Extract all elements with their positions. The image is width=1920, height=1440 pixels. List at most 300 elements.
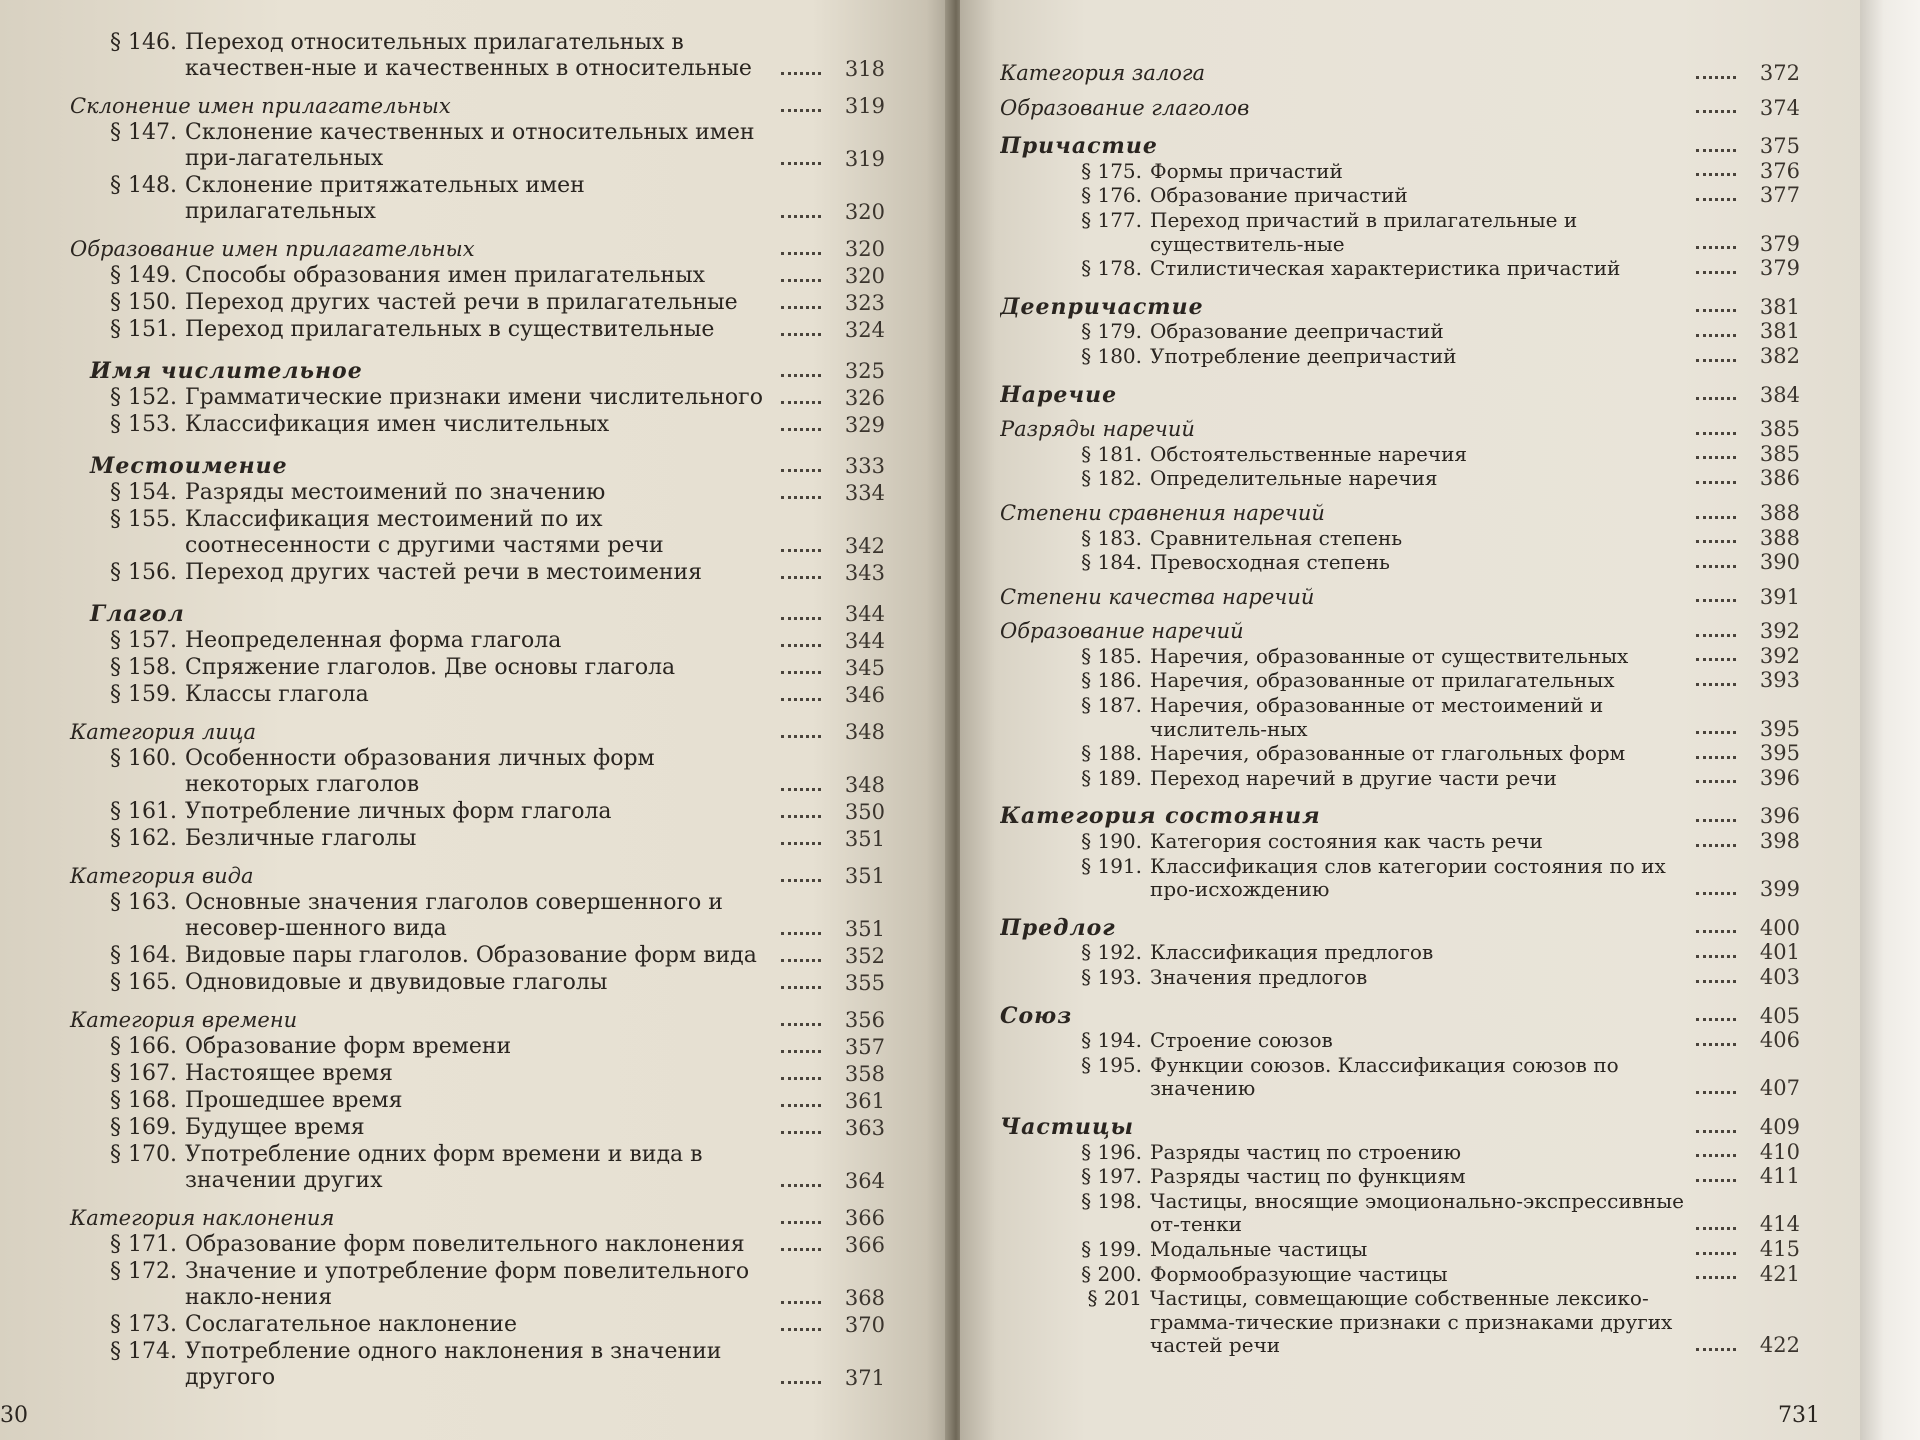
heading-text: Причастие <box>1000 135 1158 159</box>
leader-dots <box>1696 397 1736 400</box>
page-ref: 358 <box>844 1062 885 1086</box>
section-text: Категория состояния как часть речи <box>1150 830 1543 854</box>
page-ref: 350 <box>844 800 885 824</box>
section-text: Определительные наречия <box>1150 467 1438 491</box>
toc-entry <box>10 1034 885 1060</box>
section-number: § 188. <box>1081 742 1142 766</box>
toc-entry <box>10 799 885 825</box>
page-ref: 324 <box>844 318 885 342</box>
section-text: Сравнительная степень <box>1150 526 1403 550</box>
section-title <box>1000 1141 1688 1165</box>
section-number: § 193. <box>1081 966 1142 989</box>
leader-dots <box>781 109 821 112</box>
section-number: § 148. <box>110 173 177 198</box>
leader-dots <box>781 215 821 218</box>
page-ref: 323 <box>844 291 885 315</box>
heading-text: Категория залога <box>1000 62 1206 85</box>
page-ref: 401 <box>1759 940 1800 965</box>
page-ref: 376 <box>1759 158 1800 183</box>
heading-text: Деепричастие <box>1000 295 1204 320</box>
page-ref: 370 <box>844 1313 885 1337</box>
leader-dots <box>1696 1043 1736 1046</box>
section-text: Значение и употребление форм повелительного накло-нения <box>185 1259 750 1310</box>
section-title <box>10 173 773 225</box>
toc-entry <box>1000 645 1800 669</box>
section-text: Употребление одних форм времени и вида в значении других <box>185 1142 703 1193</box>
leader-dots <box>781 252 821 255</box>
toc-list-right <box>1000 52 1800 1358</box>
section-title <box>1000 527 1688 551</box>
leader-dots <box>1696 1276 1736 1279</box>
page-ref: 344 <box>844 629 885 653</box>
toc-entry <box>1000 941 1800 965</box>
section-number: § 173. <box>110 1312 177 1337</box>
page-ref: 395 <box>1759 741 1800 766</box>
section-text: Образование форм времени <box>185 1034 512 1059</box>
section-number: § 190. <box>1081 830 1142 854</box>
toc-entry <box>10 1061 885 1087</box>
section-title <box>1000 1263 1688 1287</box>
page-ref: 334 <box>844 481 885 505</box>
page-ref: 351 <box>844 917 885 941</box>
section-text: Употребление деепричастий <box>1150 344 1457 368</box>
section-number: § 185. <box>1081 644 1142 668</box>
section-text: Разряды частиц по строению <box>1150 1140 1462 1164</box>
section-title <box>10 682 773 708</box>
page-ref: 407 <box>1759 1076 1800 1101</box>
leader-dots <box>781 1077 821 1080</box>
toc-entry <box>1000 345 1800 369</box>
toc-entry <box>10 120 885 172</box>
section-number: § 162. <box>110 826 177 851</box>
section-number: § 179. <box>1081 320 1142 344</box>
section-title <box>10 385 773 411</box>
section-text: Особенности образования личных форм некоторых глаголов <box>185 746 655 797</box>
toc-entry <box>10 628 885 654</box>
leader-dots <box>781 1381 821 1384</box>
heading-text: Образование наречий <box>1000 620 1244 644</box>
leader-dots <box>781 1221 821 1224</box>
section-text: Наречия, образованные от местоимений и числитель-ных <box>1150 694 1604 741</box>
page-number-right: 731 <box>1778 1403 1820 1428</box>
leader-dots <box>781 333 821 336</box>
leader-dots <box>781 735 821 738</box>
page-ref: 385 <box>1759 417 1800 442</box>
section-title <box>1000 1029 1688 1053</box>
toc-entry <box>1000 903 1800 941</box>
heading-text: Склонение имен прилагательных <box>70 94 451 118</box>
page-ref: 411 <box>1759 1164 1800 1189</box>
page-ref: 368 <box>844 1286 885 1310</box>
category-heading <box>1000 418 1688 442</box>
toc-entry <box>10 655 885 681</box>
page-ref: 403 <box>1759 965 1800 989</box>
leader-dots <box>1696 780 1736 783</box>
section-text: Прошедшее время <box>185 1088 403 1113</box>
leader-dots <box>781 496 821 499</box>
toc-entry <box>1000 576 1800 610</box>
section-number: § 147. <box>110 120 177 145</box>
section-number: § 174. <box>110 1339 177 1364</box>
section-text: Переход относительных прилагательных в качествен-ные и качественных в относительные <box>185 30 752 81</box>
leader-dots <box>781 1301 821 1304</box>
section-text: Функции союзов. Классификация союзов по значению <box>1150 1053 1619 1101</box>
section-title <box>10 1259 773 1311</box>
toc-entry <box>1000 991 1800 1029</box>
toc-entry <box>1000 1141 1800 1165</box>
toc-entry <box>1000 467 1800 491</box>
leader-dots <box>781 549 821 552</box>
section-number: § 156. <box>110 560 177 585</box>
leader-dots <box>781 815 821 818</box>
section-number: § 182. <box>1081 467 1142 491</box>
leader-dots <box>1696 334 1736 337</box>
section-number: § 178. <box>1081 257 1142 281</box>
section-title <box>10 317 773 343</box>
page-ref: 325 <box>844 359 885 383</box>
section-title <box>10 890 773 942</box>
section-text: Безличные глаголы <box>185 826 417 851</box>
section-number: § 149. <box>110 263 177 288</box>
section-number: § 163. <box>110 890 177 915</box>
leader-dots <box>1696 1179 1736 1182</box>
leader-dots <box>781 842 821 845</box>
toc-entry <box>1000 669 1800 693</box>
toc-entry <box>1000 1238 1800 1262</box>
toc-entry <box>10 1339 885 1391</box>
toc-entry <box>1000 408 1800 442</box>
page-ref: 326 <box>844 386 885 410</box>
category-heading <box>10 863 773 889</box>
section-number: § 171. <box>110 1232 177 1257</box>
section-title <box>10 1061 773 1087</box>
page-ref: 385 <box>1759 441 1800 466</box>
toc-entry <box>10 746 885 798</box>
section-text: Строение союзов <box>1150 1029 1333 1053</box>
toc-entry <box>10 290 885 316</box>
toc-entry <box>10 480 885 506</box>
leader-dots <box>781 428 821 431</box>
toc-entry <box>10 317 885 343</box>
leader-dots <box>781 879 821 882</box>
section-text: Модальные частицы <box>1150 1237 1368 1261</box>
page-ref: 421 <box>1759 1261 1800 1286</box>
page-ref: 391 <box>1759 584 1800 609</box>
page-ref: 355 <box>844 971 885 995</box>
toc-entry <box>1000 1102 1800 1140</box>
toc-entry <box>10 439 885 479</box>
section-title <box>1000 1165 1688 1189</box>
toc-entry <box>1000 1054 1800 1101</box>
section-text: Разряды местоимений по значению <box>185 480 606 505</box>
heading-text: Образование имен прилагательных <box>70 237 475 261</box>
page-ref: 372 <box>1759 61 1800 85</box>
toc-entry <box>1000 320 1800 344</box>
section-title <box>10 943 773 969</box>
leader-dots <box>1696 1091 1736 1094</box>
section-text: Употребление одного наклонения в значении другого <box>185 1339 722 1390</box>
page-ref: 361 <box>844 1089 885 1113</box>
section-title <box>1000 443 1688 467</box>
section-text: Способы образования имен прилагательных <box>185 263 706 288</box>
section-title <box>10 120 773 172</box>
leader-dots <box>1696 516 1736 519</box>
section-text: Переход наречий в другие части речи <box>1150 766 1557 790</box>
section-title <box>1000 320 1688 344</box>
toc-list-left <box>10 30 885 1391</box>
category-heading <box>1000 586 1688 610</box>
section-title <box>1000 551 1688 575</box>
section-number: § 175. <box>1081 159 1142 183</box>
page-ref: 351 <box>844 827 885 851</box>
page-ref: 392 <box>1759 619 1800 644</box>
part-heading <box>1000 296 1688 320</box>
page-ref: 414 <box>1759 1212 1800 1237</box>
section-number: § 169. <box>110 1115 177 1140</box>
page-ref: 422 <box>1759 1333 1800 1358</box>
leader-dots <box>781 1104 821 1107</box>
toc-entry <box>1000 551 1800 575</box>
section-text: Образование форм повелительного наклонения <box>185 1232 745 1257</box>
toc-entry <box>10 507 885 559</box>
heading-text: Степени качества наречий <box>1000 585 1315 609</box>
toc-entry <box>10 1259 885 1311</box>
section-number: § 198. <box>1081 1189 1142 1213</box>
section-number: § 150. <box>110 290 177 315</box>
section-number: § 196. <box>1081 1140 1142 1164</box>
toc-entry <box>1000 966 1800 990</box>
section-text: Видовые пары глаголов. Образование форм вида <box>185 943 757 968</box>
page-ref: 320 <box>844 237 885 261</box>
toc-entry <box>1000 87 1800 121</box>
page-ref: 384 <box>1759 382 1800 407</box>
page-ref: 415 <box>1759 1236 1800 1261</box>
heading-text: Местоимение <box>90 453 288 479</box>
page-ref: 381 <box>1759 294 1800 319</box>
part-heading <box>1000 805 1688 829</box>
section-number: § 170. <box>110 1142 177 1167</box>
section-number: § 168. <box>110 1088 177 1113</box>
leader-dots <box>781 698 821 701</box>
leader-dots <box>781 644 821 647</box>
section-text: Наречия, образованные от глагольных форм <box>1150 742 1626 766</box>
leader-dots <box>1696 892 1736 895</box>
category-heading <box>1000 97 1688 121</box>
toc-entry <box>10 587 885 627</box>
toc-entry <box>10 970 885 996</box>
section-title <box>1000 830 1688 854</box>
section-text: Настоящее время <box>185 1061 393 1086</box>
category-heading <box>10 236 773 262</box>
section-text: Сослагательное наклонение <box>185 1312 517 1337</box>
leader-dots <box>1696 634 1736 637</box>
section-number: § 183. <box>1081 526 1142 550</box>
section-number: § 167. <box>110 1061 177 1086</box>
page-ref: 399 <box>1759 877 1800 902</box>
heading-text: Частицы <box>1000 1115 1135 1140</box>
page-ref: 329 <box>844 413 885 437</box>
toc-entry <box>1000 370 1800 408</box>
section-title <box>10 507 773 559</box>
toc-entry <box>1000 1029 1800 1053</box>
section-text: Переход других частей речи в местоимения <box>185 560 703 585</box>
leader-dots <box>1696 198 1736 201</box>
toc-entry <box>10 826 885 852</box>
page-ref: 388 <box>1759 525 1800 550</box>
section-number: § 164. <box>110 943 177 968</box>
section-title <box>10 560 773 586</box>
page-ref: 395 <box>1759 716 1800 741</box>
leader-dots <box>1696 1348 1736 1351</box>
section-text: Грамматические признаки имени числительного <box>185 385 763 410</box>
category-heading <box>1000 62 1688 86</box>
section-number: § 166. <box>110 1034 177 1059</box>
section-title <box>1000 855 1688 902</box>
page-ref: 400 <box>1759 915 1800 940</box>
section-number: § 165. <box>110 970 177 995</box>
page-ref: 333 <box>844 454 885 478</box>
page-ref: 405 <box>1759 1003 1800 1028</box>
section-text: Наречия, образованные от существительных <box>1150 644 1629 668</box>
toc-entry <box>10 1312 885 1338</box>
toc-entry <box>1000 694 1800 741</box>
section-title <box>10 1232 773 1258</box>
toc-entry <box>10 263 885 289</box>
section-title <box>1000 645 1688 669</box>
section-text: Употребление личных форм глагола <box>185 799 612 824</box>
section-text: Классификация слов категории состояния по их про-исхождению <box>1150 854 1666 902</box>
toc-entry <box>10 30 885 82</box>
page-edges <box>1860 0 1920 1440</box>
section-text: Значения предлогов <box>1150 966 1368 989</box>
page-ref: 346 <box>844 683 885 707</box>
category-heading <box>10 93 773 119</box>
leader-dots <box>781 1050 821 1053</box>
toc-entry <box>1000 121 1800 159</box>
heading-text: Разряды наречий <box>1000 418 1195 442</box>
section-number: § 192. <box>1081 941 1142 965</box>
section-text: Переход других частей речи в прилагательные <box>185 290 738 315</box>
section-number: § 155. <box>110 507 177 532</box>
page-ref: 342 <box>844 534 885 558</box>
section-text: Разряды частиц по функциям <box>1150 1165 1466 1189</box>
section-title <box>10 263 773 289</box>
toc-entry <box>1000 1190 1800 1237</box>
section-number: § 146. <box>110 30 177 55</box>
leader-dots <box>1696 599 1736 602</box>
section-text: Переход прилагательных в существительные <box>185 317 715 342</box>
heading-text: Имя числительное <box>90 358 363 384</box>
section-text: Классы глагола <box>185 682 369 707</box>
page-ref: 364 <box>844 1169 885 1193</box>
leader-dots <box>1696 540 1736 543</box>
section-text: Спряжение глаголов. Две основы глагола <box>185 655 676 680</box>
section-number: § 186. <box>1081 669 1142 693</box>
leader-dots <box>781 401 821 404</box>
page-ref: 377 <box>1759 183 1800 208</box>
toc-entry <box>1000 1287 1800 1358</box>
leader-dots <box>781 1248 821 1251</box>
section-number: § 172. <box>110 1259 177 1284</box>
section-title <box>10 1034 773 1060</box>
page-ref: 352 <box>844 944 885 968</box>
leader-dots <box>1696 1252 1736 1255</box>
page-ref: 379 <box>1759 256 1800 281</box>
section-title <box>10 1312 773 1338</box>
section-number: § 195. <box>1081 1053 1142 1077</box>
section-title <box>1000 209 1688 256</box>
section-text: Наречия, образованные от прилагательных <box>1150 669 1615 693</box>
toc-entry <box>10 1142 885 1194</box>
heading-text: Категория вида <box>70 864 254 888</box>
toc-entry <box>10 1232 885 1258</box>
heading-text: Категория времени <box>70 1008 298 1032</box>
section-text: Классификация местоимений по их соотнесенности с другими частями речи <box>185 507 664 558</box>
page-ref: 379 <box>1759 231 1800 256</box>
toc-entry <box>10 226 885 262</box>
toc-entry <box>10 709 885 745</box>
section-title <box>1000 1287 1688 1358</box>
section-number: § 181. <box>1081 442 1142 466</box>
page-ref: 320 <box>844 264 885 288</box>
toc-entry <box>1000 209 1800 256</box>
section-number: § 180. <box>1081 344 1142 368</box>
category-heading <box>10 1205 773 1231</box>
leader-dots <box>1696 1130 1736 1133</box>
page-ref: 396 <box>1759 765 1800 790</box>
leader-dots <box>1696 481 1736 484</box>
section-title <box>1000 160 1688 184</box>
section-text: Классификация предлогов <box>1150 941 1434 965</box>
leader-dots <box>1696 149 1736 152</box>
leader-dots <box>781 788 821 791</box>
heading-text: Степени сравнения наречий <box>1000 501 1325 525</box>
toc-entry <box>1000 257 1800 281</box>
part-heading <box>10 601 773 627</box>
section-title <box>10 799 773 825</box>
section-text: Превосходная степень <box>1150 551 1390 575</box>
leader-dots <box>781 959 821 962</box>
toc-entry <box>1000 492 1800 526</box>
section-title <box>10 290 773 316</box>
section-number: § 159. <box>110 682 177 707</box>
section-text: Образование деепричастий <box>1150 320 1444 344</box>
section-text: Формы причастий <box>1150 159 1343 183</box>
section-title <box>1000 257 1688 281</box>
page-ref: 371 <box>844 1366 885 1390</box>
section-text: Частицы, вносящие эмоционально-экспрессивные от-тенки <box>1150 1189 1684 1237</box>
toc-entry <box>10 385 885 411</box>
section-title <box>1000 467 1688 491</box>
page-ref: 318 <box>844 57 885 81</box>
toc-entry <box>1000 1165 1800 1189</box>
section-number: § 176. <box>1081 184 1142 208</box>
page-ref: 381 <box>1759 319 1800 344</box>
leader-dots <box>781 986 821 989</box>
section-number: § 158. <box>110 655 177 680</box>
leader-dots <box>781 162 821 165</box>
category-heading <box>10 1007 773 1033</box>
leader-dots <box>1696 565 1736 568</box>
toc-entry <box>1000 742 1800 766</box>
section-title <box>10 970 773 996</box>
page-ref: 319 <box>844 94 885 118</box>
page-ref: 409 <box>1759 1114 1800 1139</box>
toc-entry <box>1000 52 1800 86</box>
page-ref: 319 <box>844 147 885 171</box>
section-title <box>1000 1054 1688 1101</box>
page-ref: 382 <box>1759 343 1800 368</box>
